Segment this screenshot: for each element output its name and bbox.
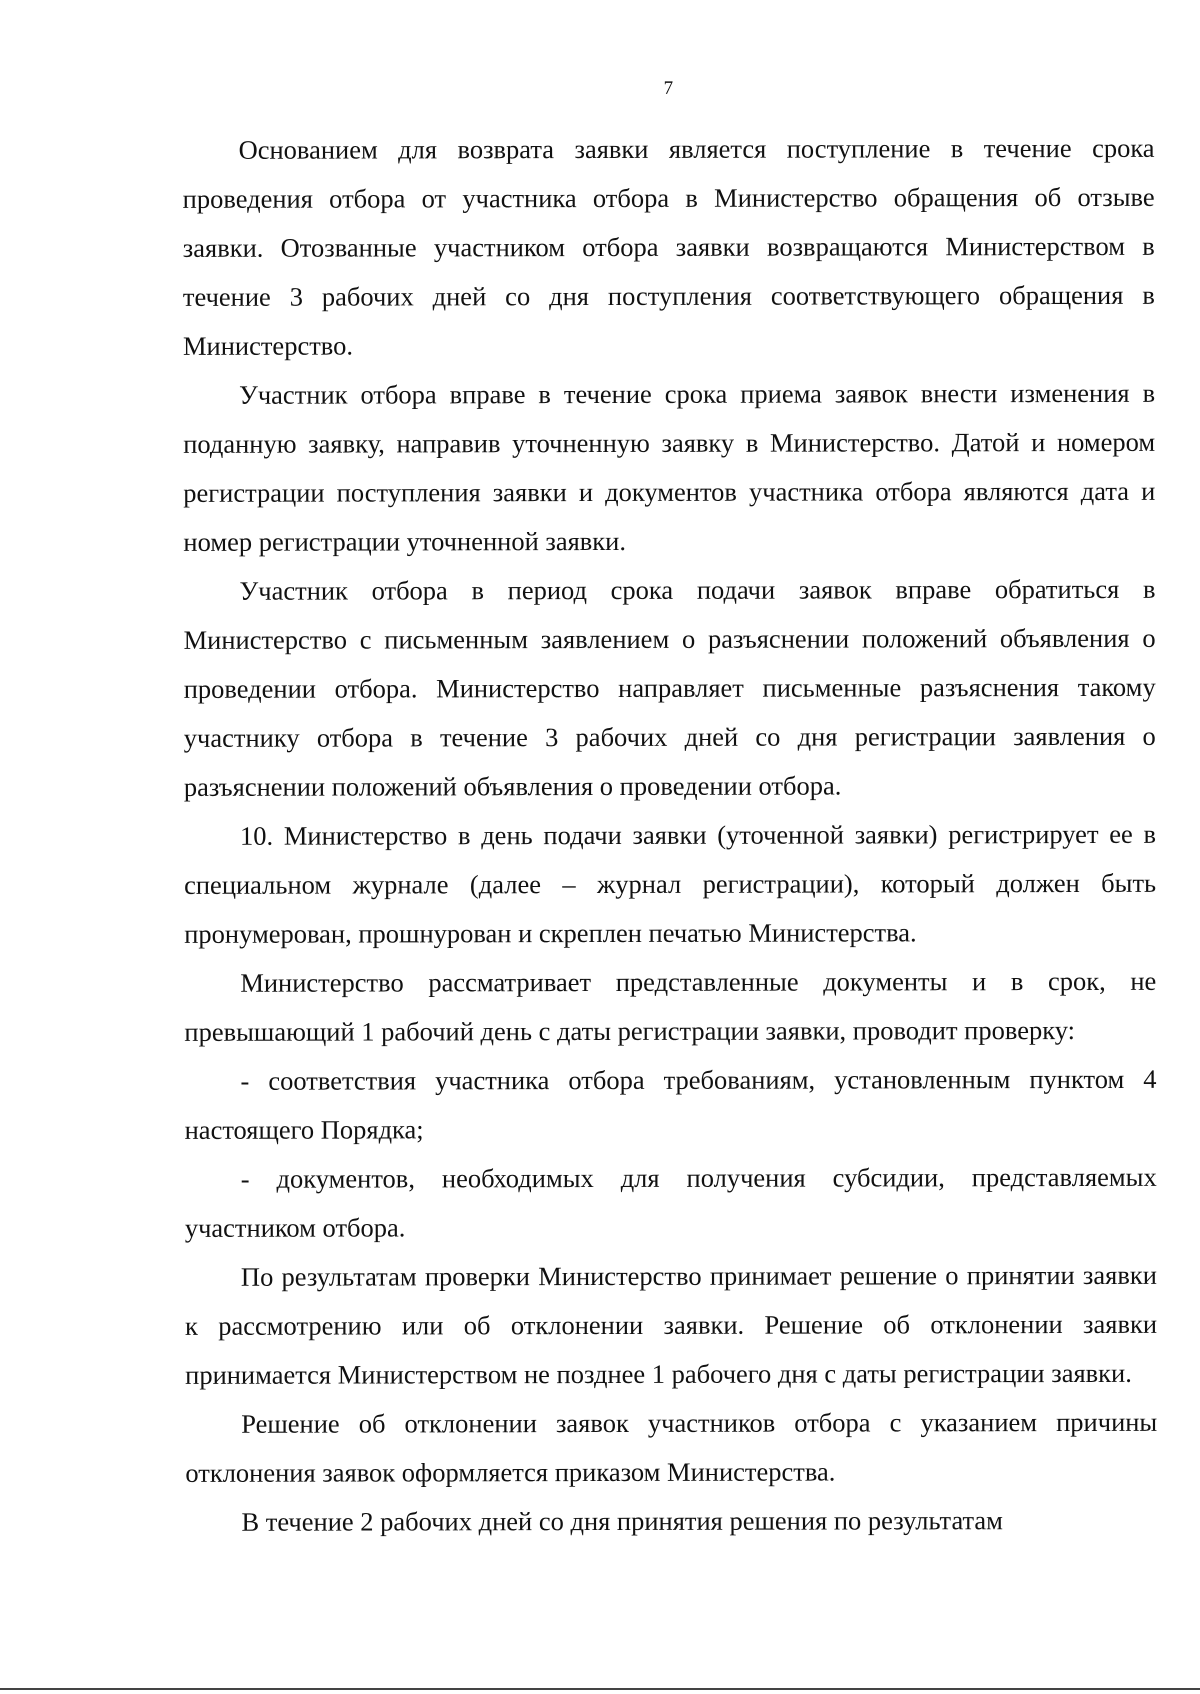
paragraph-application-changes: Участник отбора вправе в течение срока приема заявок внести изменения в поданную заявку, направив уточненную заявку в Министерство. Датой и номером регистрации поступления заявки и документов участника отбора являются дата и номер регистрации уточненной заявки.	[183, 377, 1156, 557]
paragraph-clarification-request: Участник отбора в период срока подачи заявок вправе обратиться в Министерство с письменным заявлением о разъяснении положений объявления о проведении отбора. Министерство направляет письменные разъяснения такому участнику отбора в течение 3 рабочих дней со дня регистрации заявления о разъяснении положений объявления о проведении отбора.	[183, 573, 1156, 802]
paragraph-rejection-order: Решение об отклонении заявок участников отбора с указанием причины отклонения заявок оформляется приказом Министерства.	[185, 1406, 1158, 1488]
paragraph-document-review: Министерство рассматривает представленные документы и в срок, не превышающий 1 рабочий день с даты регистрации заявки, проводит проверку:	[184, 965, 1157, 1047]
paragraph-review-decision: По результатам проверки Министерство принимает решение о принятии заявки к рассмотрению или об отклонении заявки. Решение об отклонении заявки принимается Министерством не позднее 1 рабочего дня с даты регистрации заявки.	[184, 1259, 1158, 1390]
page-bottom-edge	[0, 1688, 1200, 1690]
paragraph-withdrawal-basis: Основанием для возврата заявки является поступление в течение срока проведения отбора от участника отбора в Министерство обращения об отзыве заявки. Отозванные участником отбора заявки возвращаются Министерством в течение 3 рабочих дней со дня поступления соответствующего обращения в Министерство.	[182, 132, 1155, 361]
paragraph-registration: 10. Министерство в день подачи заявки (уточенной заявки) регистрирует ее в специальном журнале (далее – журнал регистрации), который должен быть пронумерован, прошнурован и скреплен печатью Министерства.	[184, 818, 1157, 949]
paragraph-decision-followup: В течение 2 рабочих дней со дня принятия решения по результатам	[241, 1505, 1003, 1537]
document-body	[183, 124, 1158, 1547]
list-item-documents-check: - документов, необходимых для получения субсидии, представляемых участником отбора.	[184, 1161, 1157, 1243]
page-number: 7	[663, 77, 674, 99]
list-item-compliance-check: - соответствия участника отбора требованиям, установленным пунктом 4 настоящего Порядка;	[184, 1063, 1157, 1145]
